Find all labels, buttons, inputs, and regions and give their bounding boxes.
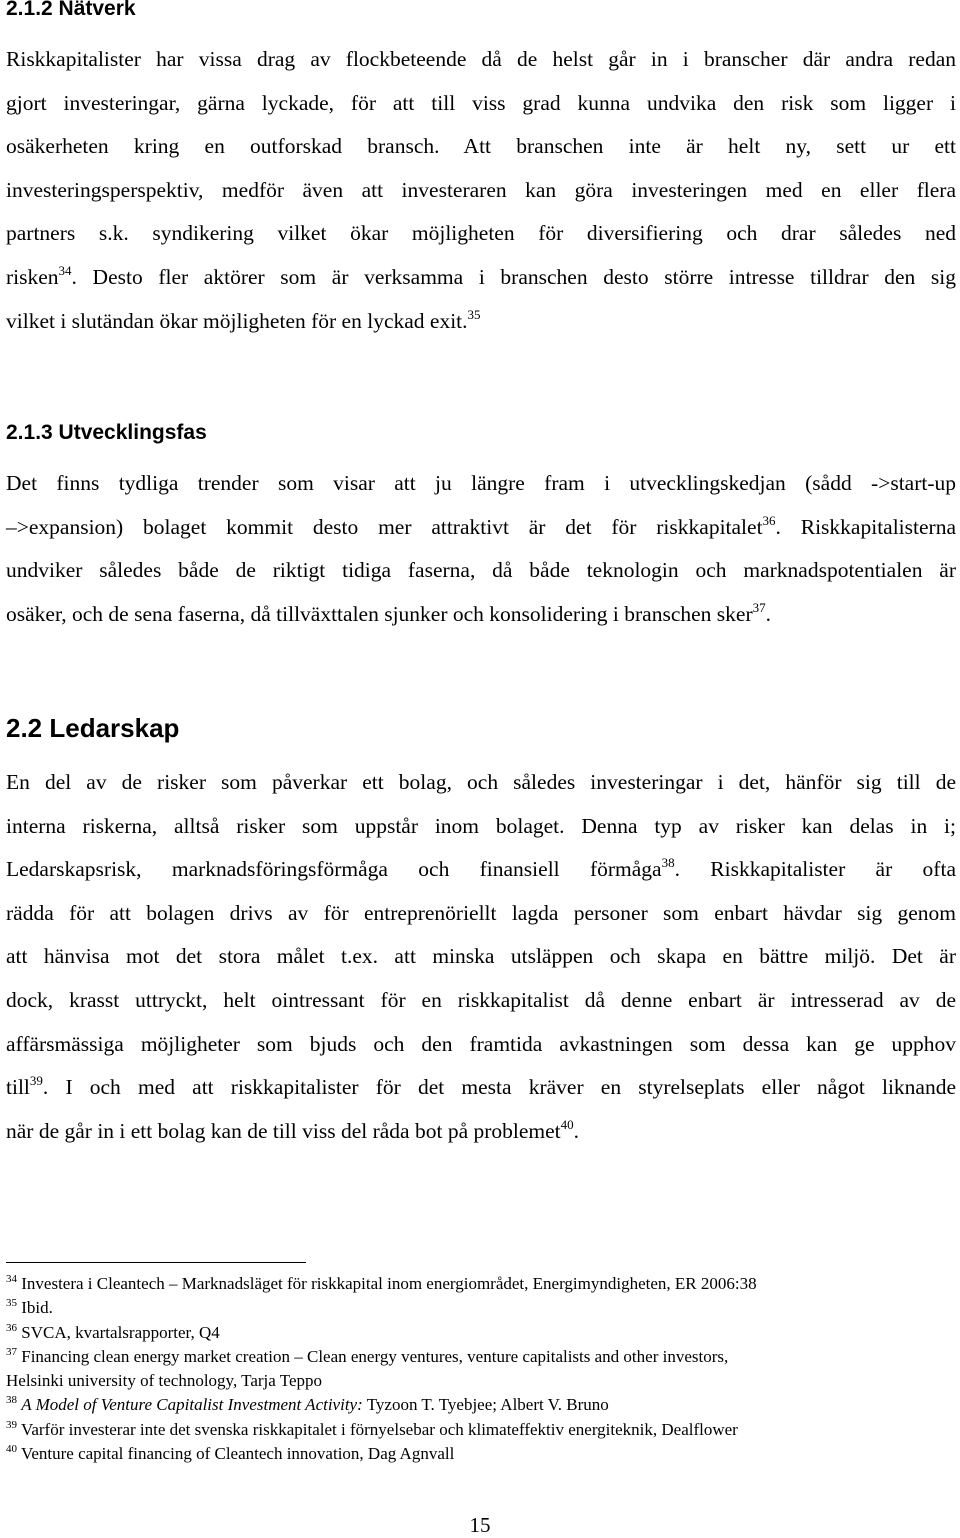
text-line	[6, 300, 956, 344]
footnote-ref-37: 37	[752, 599, 766, 615]
footnote-ref-35: 35	[467, 306, 481, 322]
footnote-40	[6, 1442, 936, 1466]
text-run: . Desto fler aktörer som är verksamma i branschen desto större intresse tilldrar den sig	[71, 264, 956, 289]
text-line: rädda för att bolagen drivs av för entreprenöriellt lagda personer som enbart hävdar sig genom	[6, 900, 956, 925]
text-line: gjort investeringar, gärna lyckade, för att till viss grad kunna undvika den risk som ligger i	[6, 90, 956, 115]
footnote-ref-34: 34	[58, 262, 72, 278]
footnote-separator	[6, 1262, 306, 1263]
text-line: En del av de risker som påverkar ett bolag, och således investeringar i det, hänför sig till de	[6, 770, 956, 794]
footnote-36	[6, 1321, 936, 1345]
section-heading-natverk: 2.1.2 Nätverk	[6, 0, 136, 20]
text-line	[6, 506, 956, 550]
text-run: Ledarskapsrisk, marknadsföringsförmåga och finansiell förmåga	[6, 857, 662, 882]
text-line: investeringsperspektiv, medför även att investeraren kan göra investeringen med en eller flera	[6, 177, 956, 202]
page-number: 15	[469, 1513, 491, 1537]
text-line: affärsmässiga möjligheter som bjuds och den framtida avkastningen som dessa kan ge upphov	[6, 1031, 956, 1056]
section-heading-utvecklingsfas: 2.1.3 Utvecklingsfas	[6, 421, 207, 444]
text-line	[6, 256, 956, 300]
text-run: risken	[6, 264, 59, 289]
text-line: undviker således både de riktigt tidiga faserna, då både teknologin och marknadspotentialen är	[6, 558, 956, 583]
footnote-number: 40	[6, 1443, 17, 1456]
text-run: . Riskkapitalister är ofta	[674, 857, 956, 882]
footnote-37	[6, 1345, 936, 1369]
footnote-34	[6, 1272, 936, 1296]
footnote-number: 35	[6, 1297, 17, 1310]
text-run: . Riskkapitalisterna	[775, 514, 956, 539]
text-line: partners s.k. syndikering vilket ökar möjligheten för diversifiering och drar således ned	[6, 221, 956, 246]
text-line: Det finns tydliga trender som visar att ju längre fram i utvecklingskedjan (sådd ->start-up	[6, 471, 956, 495]
footnote-ref-40: 40	[560, 1116, 574, 1132]
footnote-number: 34	[6, 1273, 17, 1285]
footnote-text: Investera i Cleantech – Marknadsläget för riskkapital inom energiområdet, Energimyndigheten, ER 2006:38	[21, 1274, 757, 1293]
text-run: –>expansion) bolaget kommit desto mer attraktivt är det för riskkapitalet	[6, 514, 763, 539]
paragraph-ledarskap	[6, 761, 956, 1153]
text-run: osäker, och de sena faserna, då tillväxttalen sjunker och konsolidering i branschen sker	[6, 601, 753, 626]
footnote-39	[6, 1418, 936, 1442]
footnote-text: Venture capital financing of Cleantech innovation, Dag Agnvall	[20, 1444, 455, 1464]
text-run: . I och med att riskkapitalister för det mesta kräver en styrelseplats eller något liknande	[42, 1075, 956, 1100]
text-line	[6, 848, 956, 892]
footnote-ref-39: 39	[29, 1073, 43, 1089]
footnote-ref-36: 36	[762, 512, 776, 528]
footnote-37-continued: Helsinki university of technology, Tarja Teppo	[6, 1371, 322, 1391]
footnotes	[6, 1272, 936, 1466]
text-line	[6, 593, 956, 637]
footnote-text: Financing clean energy market creation – Clean energy ventures, venture capitalists and other investors,	[21, 1346, 729, 1366]
text-line: osäkerheten kring en outforskad bransch. Att branschen inte är helt ny, sett ur ett	[6, 134, 956, 159]
footnote-title-italic: A Model of Venture Capitalist Investment Activity:	[21, 1395, 363, 1415]
footnote-text: Tyzoon T. Tyebjee; Albert V. Bruno	[362, 1395, 609, 1415]
paragraph-utvecklingsfas	[6, 462, 956, 636]
text-run: .	[573, 1118, 580, 1143]
text-line: att hänvisa mot det stora målet t.ex. att minska utsläppen och skapa en bättre miljö. Det är	[6, 944, 956, 969]
footnote-ref-38: 38	[661, 855, 675, 871]
paragraph-natverk	[6, 38, 956, 343]
text-run: .	[765, 601, 771, 626]
text-run: till	[6, 1075, 30, 1100]
footnote-number: 36	[6, 1321, 17, 1334]
text-line	[6, 1110, 956, 1154]
text-line: interna riskerna, alltså risker som uppstår inom bolaget. Denna typ av risker kan delas in i;	[6, 813, 956, 838]
text-line	[6, 1066, 956, 1110]
text-line: Riskkapitalister har vissa drag av flockbeteende då de helst går in i branscher där andra redan	[6, 47, 956, 71]
footnote-text: Varför investerar inte det svenska riskkapitalet i förnyelsebar och klimateffektiv energiteknik, Dealflower	[20, 1419, 738, 1439]
text-run: när de går in i ett bolag kan de till viss del råda bot på problemet	[6, 1118, 561, 1143]
footnote-35	[6, 1296, 936, 1320]
footnote-number: 39	[6, 1418, 17, 1431]
footnote-38	[6, 1393, 936, 1417]
footnote-text: SVCA, kvartalsrapporter, Q4	[21, 1322, 220, 1342]
text-line: dock, krasst uttryckt, helt ointressant för en riskkapitalist då denne enbart är intresserad av de	[6, 987, 956, 1012]
text-run: vilket i slutändan ökar möjligheten för en lyckad exit.	[6, 308, 468, 333]
section-heading-ledarskap: 2.2 Ledarskap	[6, 713, 180, 743]
footnote-number: 38	[6, 1394, 17, 1407]
footnote-text: Ibid.	[21, 1298, 53, 1318]
footnote-number: 37	[6, 1345, 17, 1358]
